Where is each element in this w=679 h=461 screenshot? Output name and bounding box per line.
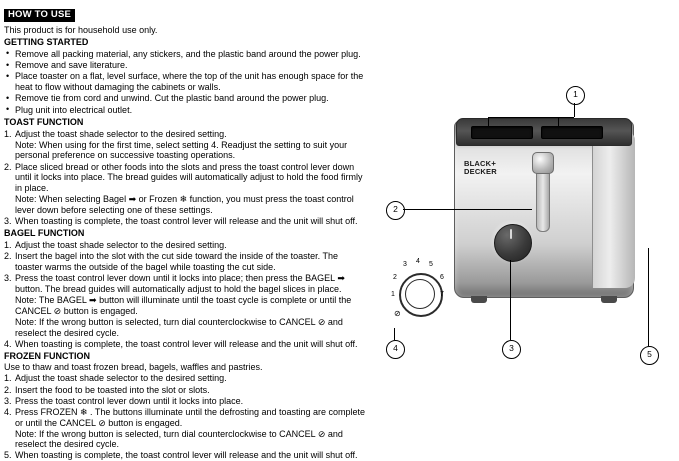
frozen-function-intro: Use to thaw and toast frozen bread, bagels, waffles and pastries.	[4, 362, 263, 373]
bread-slot-right	[541, 126, 603, 139]
dial-number-1: 1	[391, 291, 395, 298]
callout-4-leader	[394, 328, 395, 340]
toaster-foot-left	[471, 296, 487, 303]
toaster-top	[456, 118, 632, 146]
heading-bagel-function: BAGEL FUNCTION	[4, 228, 85, 239]
callout-2: 2	[386, 201, 405, 220]
callout-5-leader	[648, 248, 649, 346]
dial-ring-inner	[405, 279, 435, 309]
bread-slot-left	[471, 126, 533, 139]
callout-1-leader-h	[488, 117, 574, 118]
list-item: Adjust the toast shade selector to the desired setting.	[15, 239, 227, 250]
instructions-column	[4, 4, 368, 461]
list-item: • Place toaster on a flat, level surface, where the top of the unit has enough space for the heat to flow without damaging the cabinets or walls.	[4, 71, 368, 93]
callout-5: 5	[640, 346, 659, 365]
brand-line-1: BLACK	[464, 159, 492, 168]
brand-plus: +	[491, 159, 497, 168]
list-item-note: Note: If the wrong button is selected, turn dial counterclockwise to CANCEL ⊘ and reselect the desired cycle.	[15, 316, 343, 338]
brand-logo	[464, 160, 497, 176]
list-item: When toasting is complete, the toast control lever will release and the unit will shut off.	[15, 450, 358, 461]
getting-started-list	[4, 49, 368, 116]
list-item-note: Note: If the wrong button is selected, turn dial counterclockwise to CANCEL ⊘ and reselect the desired cycle.	[15, 428, 343, 450]
toast-function-steps	[4, 129, 368, 227]
bagel-function-steps	[4, 240, 368, 349]
list-item: Insert the food to be toasted into the slot or slots.	[15, 384, 210, 395]
callout-2-leader	[403, 209, 532, 210]
dial-number-4: 4	[416, 258, 420, 265]
toaster-side-panel	[592, 132, 635, 288]
list-item: • Remove and save literature.	[4, 60, 368, 71]
shade-dial-diagram	[384, 258, 454, 328]
dial-number-7: 7	[440, 291, 444, 298]
callout-1: 1	[566, 86, 585, 105]
list-item: Press the toast control lever down until it locks into place.	[15, 395, 244, 406]
heading-toast-function: TOAST FUNCTION	[4, 117, 84, 127]
list-item: Place sliced bread or other foods into the slots and press the toast control lever down until it locks into place. The bread guides will automatically adjust to hold the food firmly in place.	[15, 161, 363, 194]
list-item: Insert the bagel into the slot with the cut side toward the inside of the toaster. The toaster warms the outside of the bagel while toasting the cut side.	[15, 251, 339, 272]
how-to-use-banner: HOW TO USE	[4, 9, 75, 22]
dial-number-3: 3	[403, 261, 407, 268]
section-banner-wrap	[4, 4, 368, 22]
list-item: Press the toast control lever down until it locks into place; then press the BAGEL ➡ button. The bread guides will automatically adjust to hold the bagel slices in place.	[15, 272, 345, 294]
toaster-illustration	[376, 78, 676, 368]
list-item: • Remove tie from cord and unwind. Cut the plastic band around the power plug.	[4, 93, 368, 104]
list-item: • Plug unit into electrical outlet.	[4, 105, 368, 116]
frozen-function-steps	[4, 373, 368, 461]
dial-number-5: 5	[429, 261, 433, 268]
toast-control-lever[interactable]	[532, 152, 554, 174]
callout-3: 3	[502, 340, 521, 359]
list-item-note: Note: When using for the first time, select setting 4. Readjust the setting to suit your personal preference on successive toasting operations.	[15, 139, 348, 161]
toast-shade-selector-knob[interactable]	[494, 224, 532, 262]
list-item: • Remove all packing material, any stickers, and the plastic band around the power plug.	[4, 49, 368, 60]
list-item: Adjust the toast shade selector to the desired setting.	[15, 128, 227, 139]
list-item-note: Note: The BAGEL ➡ button will illuminate until the toast cycle is complete or until the CANCEL ⊘ button is engaged.	[15, 294, 352, 316]
list-item-note: Note: When selecting Bagel ➡ or Frozen ❄ function, you must press the toast control lever down before selecting one of these settings.	[15, 194, 354, 216]
list-item: Press FROZEN ❄ . The buttons illuminate until the defrosting and toasting are complete or until the CANCEL ⊘ button is engaged.	[15, 406, 366, 428]
dial-number-6: 6	[440, 274, 444, 281]
dial-number-2: 2	[393, 274, 397, 281]
list-item: When toasting is complete, the toast control lever will release and the unit will shut off.	[15, 216, 358, 227]
dial-cancel-icon: ⊘	[394, 309, 401, 318]
list-item: Adjust the toast shade selector to the desired setting.	[15, 373, 227, 384]
toaster-foot-right	[601, 296, 617, 303]
heading-frozen-function: FROZEN FUNCTION	[4, 350, 90, 361]
brand-line-2: DECKER	[464, 167, 497, 177]
callout-1-leader-stem	[574, 103, 575, 117]
callout-4: 4	[386, 340, 405, 359]
callout-1-leader-left	[488, 117, 489, 126]
callout-3-leader	[510, 260, 511, 340]
heading-getting-started: GETTING STARTED	[4, 36, 89, 47]
list-item: When toasting is complete, the toast control lever will release and the unit will shut off.	[15, 338, 358, 349]
callout-1-leader-right	[558, 117, 559, 126]
intro-text: This product is for household use only.	[4, 24, 158, 35]
